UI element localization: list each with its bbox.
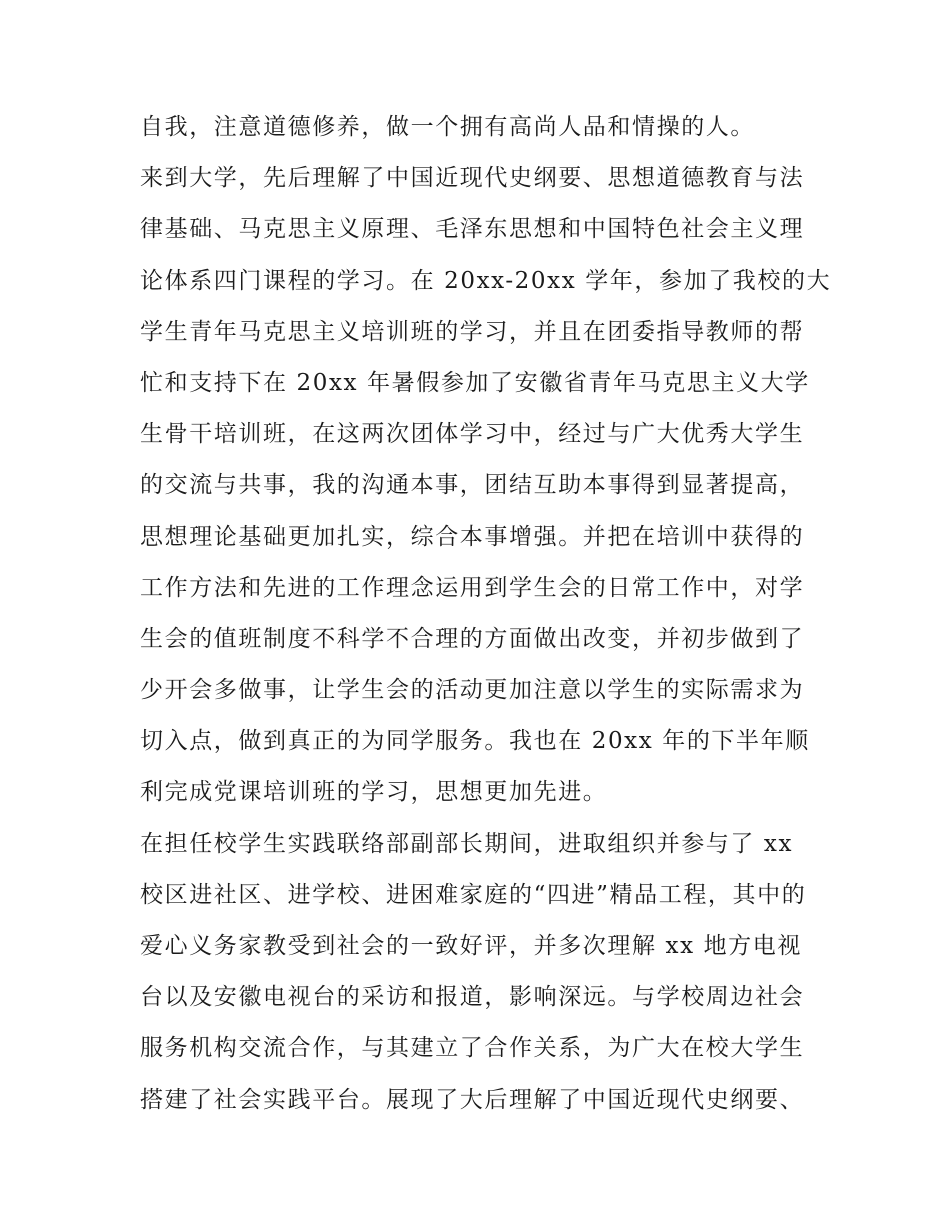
text-line-13: 切入点，做到真正的为同学服务。我也在 20xx 年的下半年顺 — [140, 728, 810, 755]
text-line-12: 少开会多做事，让学生会的活动更加注意以学生的实际需求为 — [140, 677, 805, 704]
text-line-19: 服务机构交流合作，与其建立了合作关系，为广大在校大学生 — [140, 1035, 805, 1062]
text-line-10: 工作方法和先进的工作理念运用到学生会的日常工作中，对学 — [140, 574, 805, 601]
text-line-14: 利完成党课培训班的学习，思想更加先进。 — [140, 779, 608, 806]
text-line-9: 思想理论基础更加扎实，综合本事增强。并把在培训中获得的 — [140, 523, 805, 550]
text-line-2: 来到大学，先后理解了中国近现代史纲要、思想道德教育与法 — [140, 165, 805, 192]
body-text — [140, 102, 832, 1126]
text-line-16: 校区进社区、进学校、进困难家庭的“四进”精品工程，其中的 — [140, 881, 807, 908]
text-line-6: 忙和支持下在 20xx 年暑假参加了安徽省青年马克思主义大学 — [140, 369, 810, 396]
text-line-4: 论体系四门课程的学习。在 20xx-20xx 学年，参加了我校的大 — [140, 267, 832, 294]
text-line-18: 台以及安徽电视台的采访和报道，影响深远。与学校周边社会 — [140, 984, 805, 1011]
text-line-8: 的交流与共事，我的沟通本事，团结互助本事得到显著提高， — [140, 472, 805, 499]
text-line-5: 学生青年马克思主义培训班的学习，并且在团委指导教师的帮 — [140, 318, 805, 345]
text-line-17: 爱心义务家教受到社会的一致好评，并多次理解 xx 地方电视 — [140, 933, 802, 959]
text-line-11: 生会的值班制度不科学不合理的方面做出改变，并初步做到了 — [140, 625, 805, 652]
text-line-20: 搭建了社会实践平台。展现了大后理解了中国近现代史纲要、 — [140, 1086, 805, 1113]
text-line-15: 在担任校学生实践联络部副部长期间，进取组织并参与了 xx — [140, 830, 794, 857]
text-line-1: 自我，注意道德修养，做一个拥有高尚人品和情操的人。 — [140, 114, 755, 140]
text-line-7: 生骨干培训班，在这两次团体学习中，经过与广大优秀大学生 — [140, 421, 805, 448]
text-line-3: 律基础、马克思主义原理、毛泽东思想和中国特色社会主义理 — [140, 216, 805, 243]
